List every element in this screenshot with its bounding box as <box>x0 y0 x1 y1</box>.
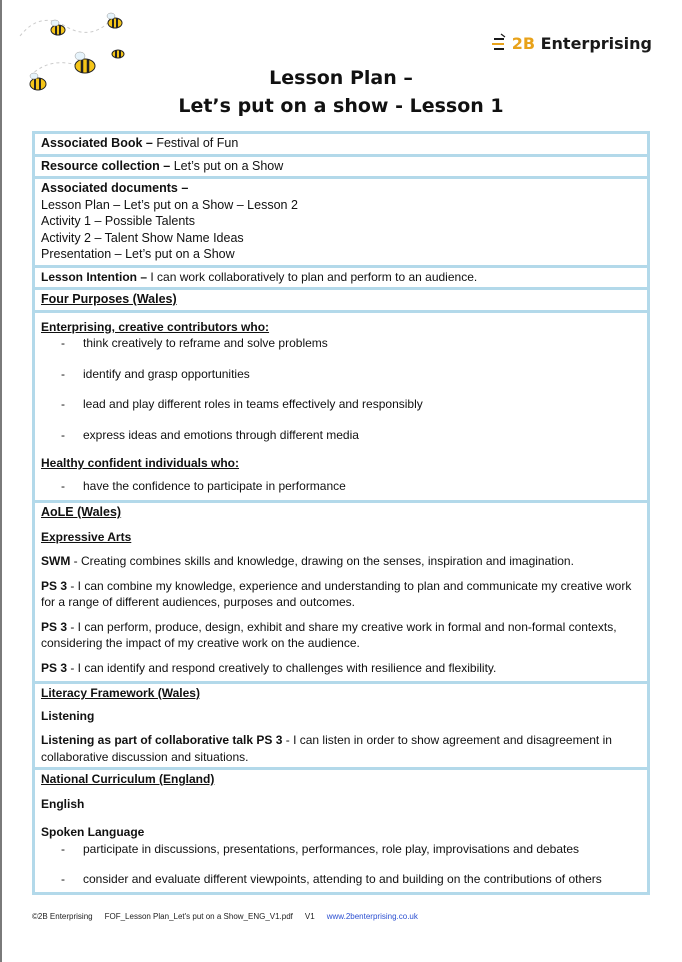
four-purposes-heading-row <box>35 290 647 313</box>
document-item: Activity 2 – Talent Show Name Ideas <box>41 230 244 245</box>
resource-collection-label: Resource collection – <box>41 158 171 173</box>
lesson-plan-table <box>32 131 650 895</box>
healthy-heading: Healthy confident individuals who: <box>41 456 240 470</box>
list-item: - lead and play different roles in teams effectively and responsibly <box>61 396 641 413</box>
resource-collection-row <box>35 157 647 180</box>
aole-paragraph: SWM - Creating combines skills and knowledge, drawing on the senses, inspiration and imagination. <box>41 554 574 568</box>
four-purposes-heading: Four Purposes (Wales) <box>41 292 177 306</box>
logo-text-prefix: 2B <box>511 33 536 53</box>
brand-logo <box>492 33 652 53</box>
aole-paragraph: PS 3 - I can combine my knowledge, experience and understanding to plan and communicate my creative work for a range of different audiences, purposes and outcomes. <box>41 578 632 609</box>
list-item: - think creatively to reframe and solve problems <box>61 335 641 352</box>
national-curriculum-heading: National Curriculum (England) <box>41 772 215 786</box>
footer-filename: FOF_Lesson Plan_Let's put on a Show_ENG_V1.pdf <box>104 912 293 921</box>
bee-icon <box>107 13 122 28</box>
lesson-intention-value: I can work collaboratively to plan and perform to an audience. <box>147 269 478 284</box>
aole-heading: AoLE (Wales) <box>41 505 122 519</box>
page-edge <box>0 0 2 962</box>
expressive-arts-heading: Expressive Arts <box>41 529 132 544</box>
logo-text-suffix: Enterprising <box>535 33 652 53</box>
document-item: Lesson Plan – Let’s put on a Show – Lesson 2 <box>41 197 298 212</box>
associated-documents-label: Associated documents – <box>41 181 189 195</box>
list-item: - have the confidence to participate in performance <box>61 478 641 495</box>
document-item: Activity 1 – Possible Talents <box>41 214 196 228</box>
spoken-language-heading: Spoken Language <box>41 825 145 839</box>
lesson-intention-label: Lesson Intention – <box>41 269 148 284</box>
aole-paragraph: PS 3 - I can identify and respond creatively to challenges with resilience and flexibility. <box>41 660 497 675</box>
national-curriculum-section <box>35 770 647 892</box>
associated-documents-row <box>35 179 647 268</box>
page-title <box>0 64 682 120</box>
four-purposes-content <box>35 313 647 504</box>
document-item: Presentation – Let’s put on a Show <box>41 247 235 261</box>
associated-book-label: Associated Book – <box>41 136 153 150</box>
list-item: - consider and evaluate different viewpoints, attending to and building on the contributions of others <box>61 871 641 888</box>
english-heading: English <box>41 796 85 811</box>
enterprising-heading: Enterprising, creative contributors who: <box>41 319 270 334</box>
title-line-2: Let’s put on a show - Lesson 1 <box>178 95 504 117</box>
aole-section <box>35 503 647 684</box>
list-item: - express ideas and emotions through different media <box>61 427 641 444</box>
logo-lines-icon <box>492 33 508 53</box>
literacy-section <box>35 684 647 770</box>
resource-collection-value: Let’s put on a Show <box>170 158 284 173</box>
listening-heading: Listening <box>41 708 95 723</box>
literacy-heading: Literacy Framework (Wales) <box>41 686 200 700</box>
list-item: - identify and grasp opportunities <box>61 366 641 383</box>
bee-icon <box>112 50 124 58</box>
page-footer <box>32 912 418 921</box>
list-item: - participate in discussions, presentations, performances, role play, improvisations and debates <box>61 841 641 858</box>
lesson-intention-row <box>35 268 647 291</box>
title-line-1: Lesson Plan – <box>269 67 413 89</box>
footer-website-link[interactable]: www.2benterprising.co.uk <box>326 912 418 921</box>
footer-version: V1 <box>304 912 315 921</box>
aole-paragraph: PS 3 - I can perform, produce, design, exhibit and share my creative work in formal and non-formal contexts, considering the impact of my creative work on the audience. <box>41 619 617 650</box>
literacy-paragraph: Listening as part of collaborative talk PS 3 - I can listen in order to show agreement and disagreement in collaborative discussion and situations. <box>41 733 612 764</box>
associated-book-row <box>35 134 647 157</box>
bee-icon <box>51 20 65 35</box>
associated-book-value: Festival of Fun <box>152 136 239 150</box>
footer-copyright: ©2B Enterprising <box>32 912 93 921</box>
